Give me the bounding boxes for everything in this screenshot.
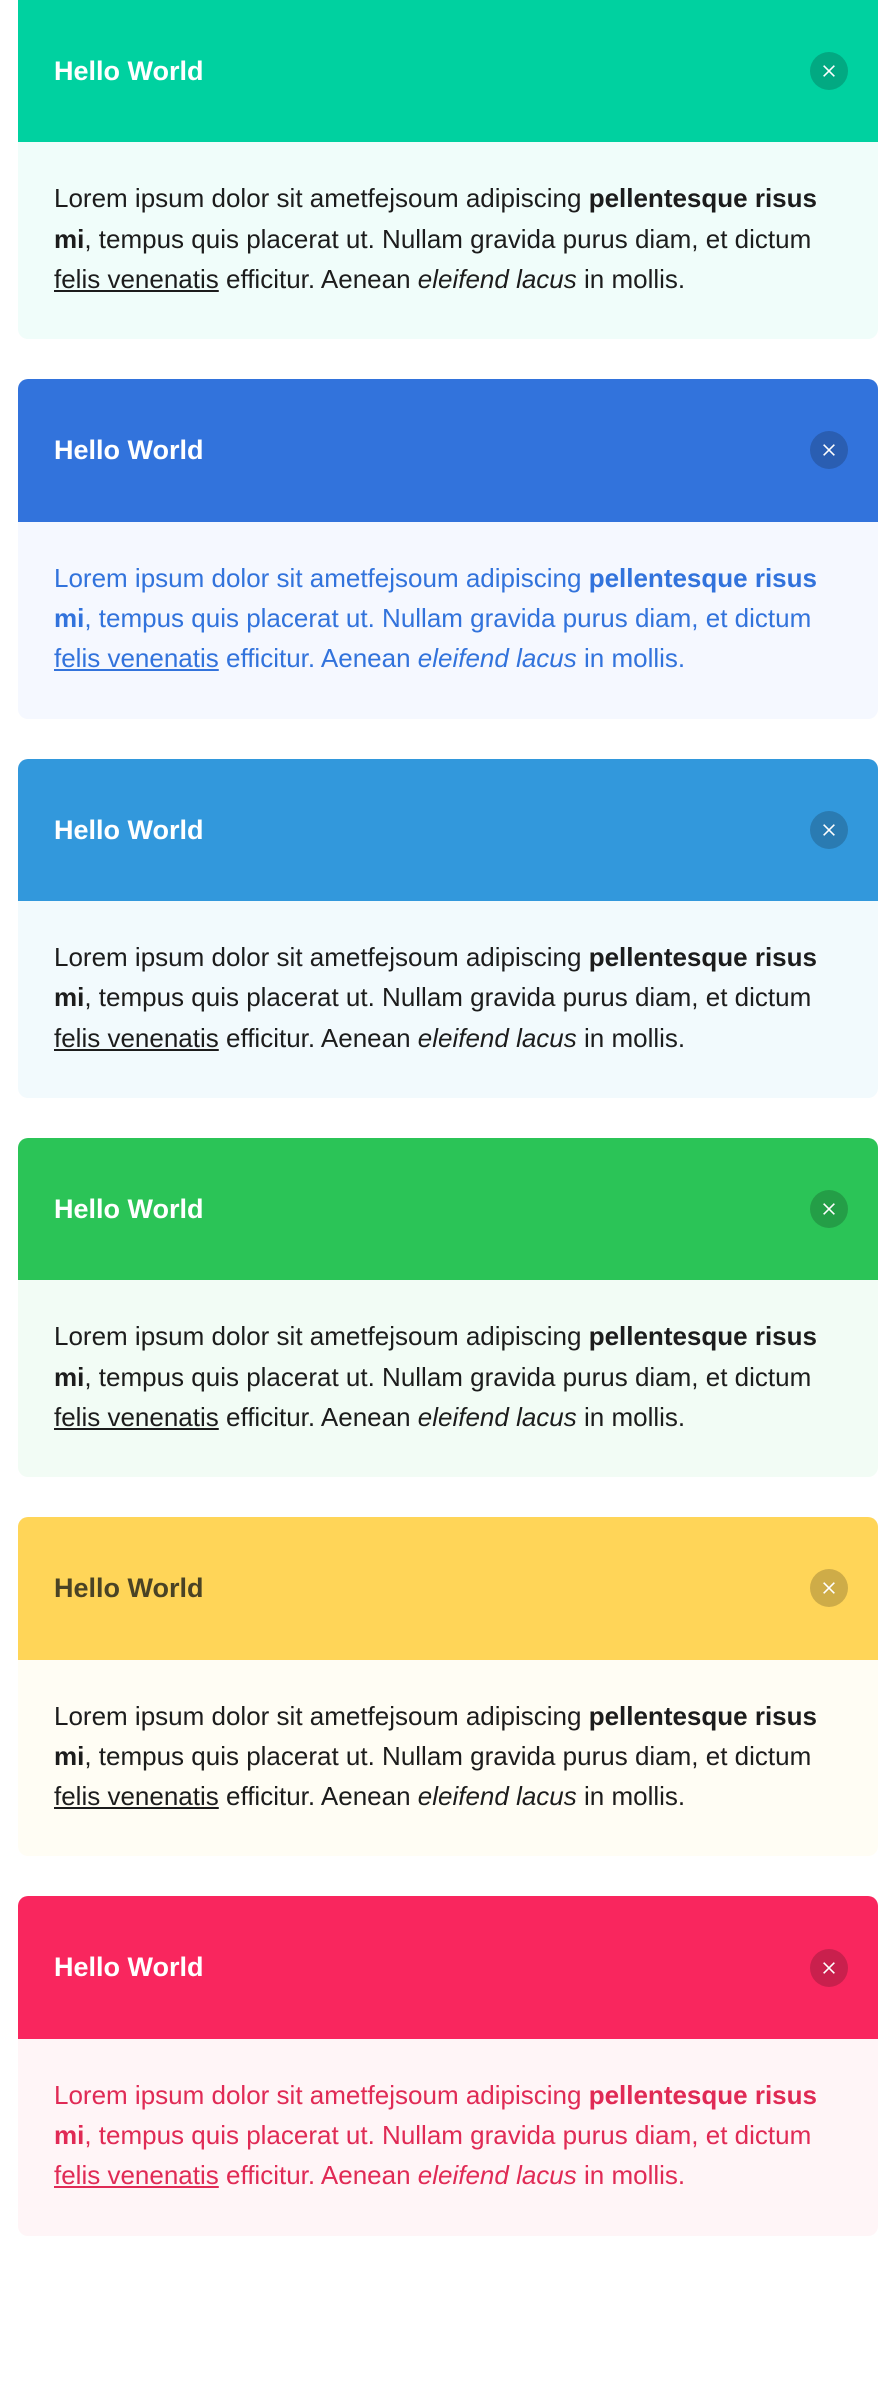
text-segment-1: Lorem ipsum dolor sit ametfejsoum adipiscing [54,183,589,214]
message-body [18,1660,878,1857]
message-body [18,1280,878,1477]
message-danger-red [18,1896,878,2235]
text-italic: eleifend lacus [417,1781,577,1812]
text-segment-1: Lorem ipsum dolor sit ametfejsoum adipiscing [54,2079,589,2110]
message-body [18,142,878,339]
inline-link[interactable]: felis venenatis [54,1022,219,1053]
message-title: Hello World [54,814,204,845]
message-paragraph [54,1696,842,1817]
text-segment-3: efficitur. Aenean [218,1781,418,1812]
close-icon [821,1580,837,1596]
message-success-green [18,1138,878,1477]
close-icon [821,822,837,838]
message-warning-yellow [18,1517,878,1856]
text-segment-4: in mollis. [576,2160,686,2191]
text-segment-2: , tempus quis placerat ut. Nullam gravida purus diam, et dictum [84,223,812,254]
message-body [18,522,878,719]
text-segment-3: efficitur. Aenean [218,263,418,294]
close-icon [821,1960,837,1976]
message-info-cyan [18,759,878,1098]
message-title: Hello World [54,56,204,86]
message-title: Hello World [54,435,204,466]
text-segment-3: efficitur. Aenean [218,643,418,674]
text-segment-1: Lorem ipsum dolor sit ametfejsoum adipiscing [54,1321,589,1352]
message-header [18,0,878,142]
text-segment-3: efficitur. Aenean [218,2160,418,2191]
text-italic: eleifend lacus [417,643,577,674]
text-italic: eleifend lacus [417,1401,577,1432]
close-button[interactable] [810,431,848,469]
inline-link[interactable]: felis venenatis [54,643,219,674]
text-bold: pellentesque risus mi [54,1700,817,1771]
message-paragraph [54,2075,842,2196]
message-title: Hello World [54,1952,204,1983]
close-button[interactable] [810,1190,848,1228]
text-segment-3: efficitur. Aenean [218,1022,418,1053]
text-segment-1: Lorem ipsum dolor sit ametfejsoum adipiscing [54,562,589,593]
text-segment-2: , tempus quis placerat ut. Nullam gravida purus diam, et dictum [84,1740,812,1771]
text-segment-4: in mollis. [576,643,686,674]
text-bold: pellentesque risus mi [54,183,817,254]
text-segment-2: , tempus quis placerat ut. Nullam gravida purus diam, et dictum [84,982,812,1013]
message-paragraph [54,178,842,299]
inline-link[interactable]: felis venenatis [54,1781,219,1812]
text-segment-1: Lorem ipsum dolor sit ametfejsoum adipiscing [54,941,589,972]
text-segment-2: , tempus quis placerat ut. Nullam gravida purus diam, et dictum [84,2120,812,2151]
close-icon [821,442,837,458]
message-title: Hello World [54,1573,204,1604]
message-header [18,759,878,901]
text-segment-4: in mollis. [576,1022,686,1053]
text-segment-4: in mollis. [576,1781,686,1812]
inline-link[interactable]: felis venenatis [54,1401,219,1432]
text-segment-3: efficitur. Aenean [218,1401,418,1432]
text-italic: eleifend lacus [417,1022,577,1053]
inline-link[interactable]: felis venenatis [54,263,219,294]
message-paragraph [54,937,842,1058]
message-primary-teal [18,0,878,339]
message-header [18,1896,878,2038]
close-icon [821,63,837,79]
text-bold: pellentesque risus mi [54,562,817,633]
text-segment-2: , tempus quis placerat ut. Nullam gravida purus diam, et dictum [84,602,812,633]
message-body [18,901,878,1098]
text-segment-2: , tempus quis placerat ut. Nullam gravida purus diam, et dictum [84,1361,812,1392]
text-segment-4: in mollis. [576,263,686,294]
text-segment-1: Lorem ipsum dolor sit ametfejsoum adipiscing [54,1700,589,1731]
close-button[interactable] [810,811,848,849]
text-italic: eleifend lacus [417,2160,577,2191]
close-button[interactable] [810,52,848,90]
message-paragraph [54,558,842,679]
close-icon [821,1201,837,1217]
message-header [18,1517,878,1659]
text-bold: pellentesque risus mi [54,941,817,1013]
message-title: Hello World [54,1193,204,1224]
text-bold: pellentesque risus mi [54,1321,817,1392]
message-link-blue [18,379,878,718]
message-header [18,379,878,521]
message-header [18,1138,878,1280]
message-paragraph [54,1316,842,1437]
text-segment-4: in mollis. [576,1401,686,1432]
text-bold: pellentesque risus mi [54,2079,817,2151]
text-italic: eleifend lacus [417,263,577,294]
close-button[interactable] [810,1569,848,1607]
close-button[interactable] [810,1949,848,1987]
inline-link[interactable]: felis venenatis [54,2160,219,2191]
message-body [18,2039,878,2236]
